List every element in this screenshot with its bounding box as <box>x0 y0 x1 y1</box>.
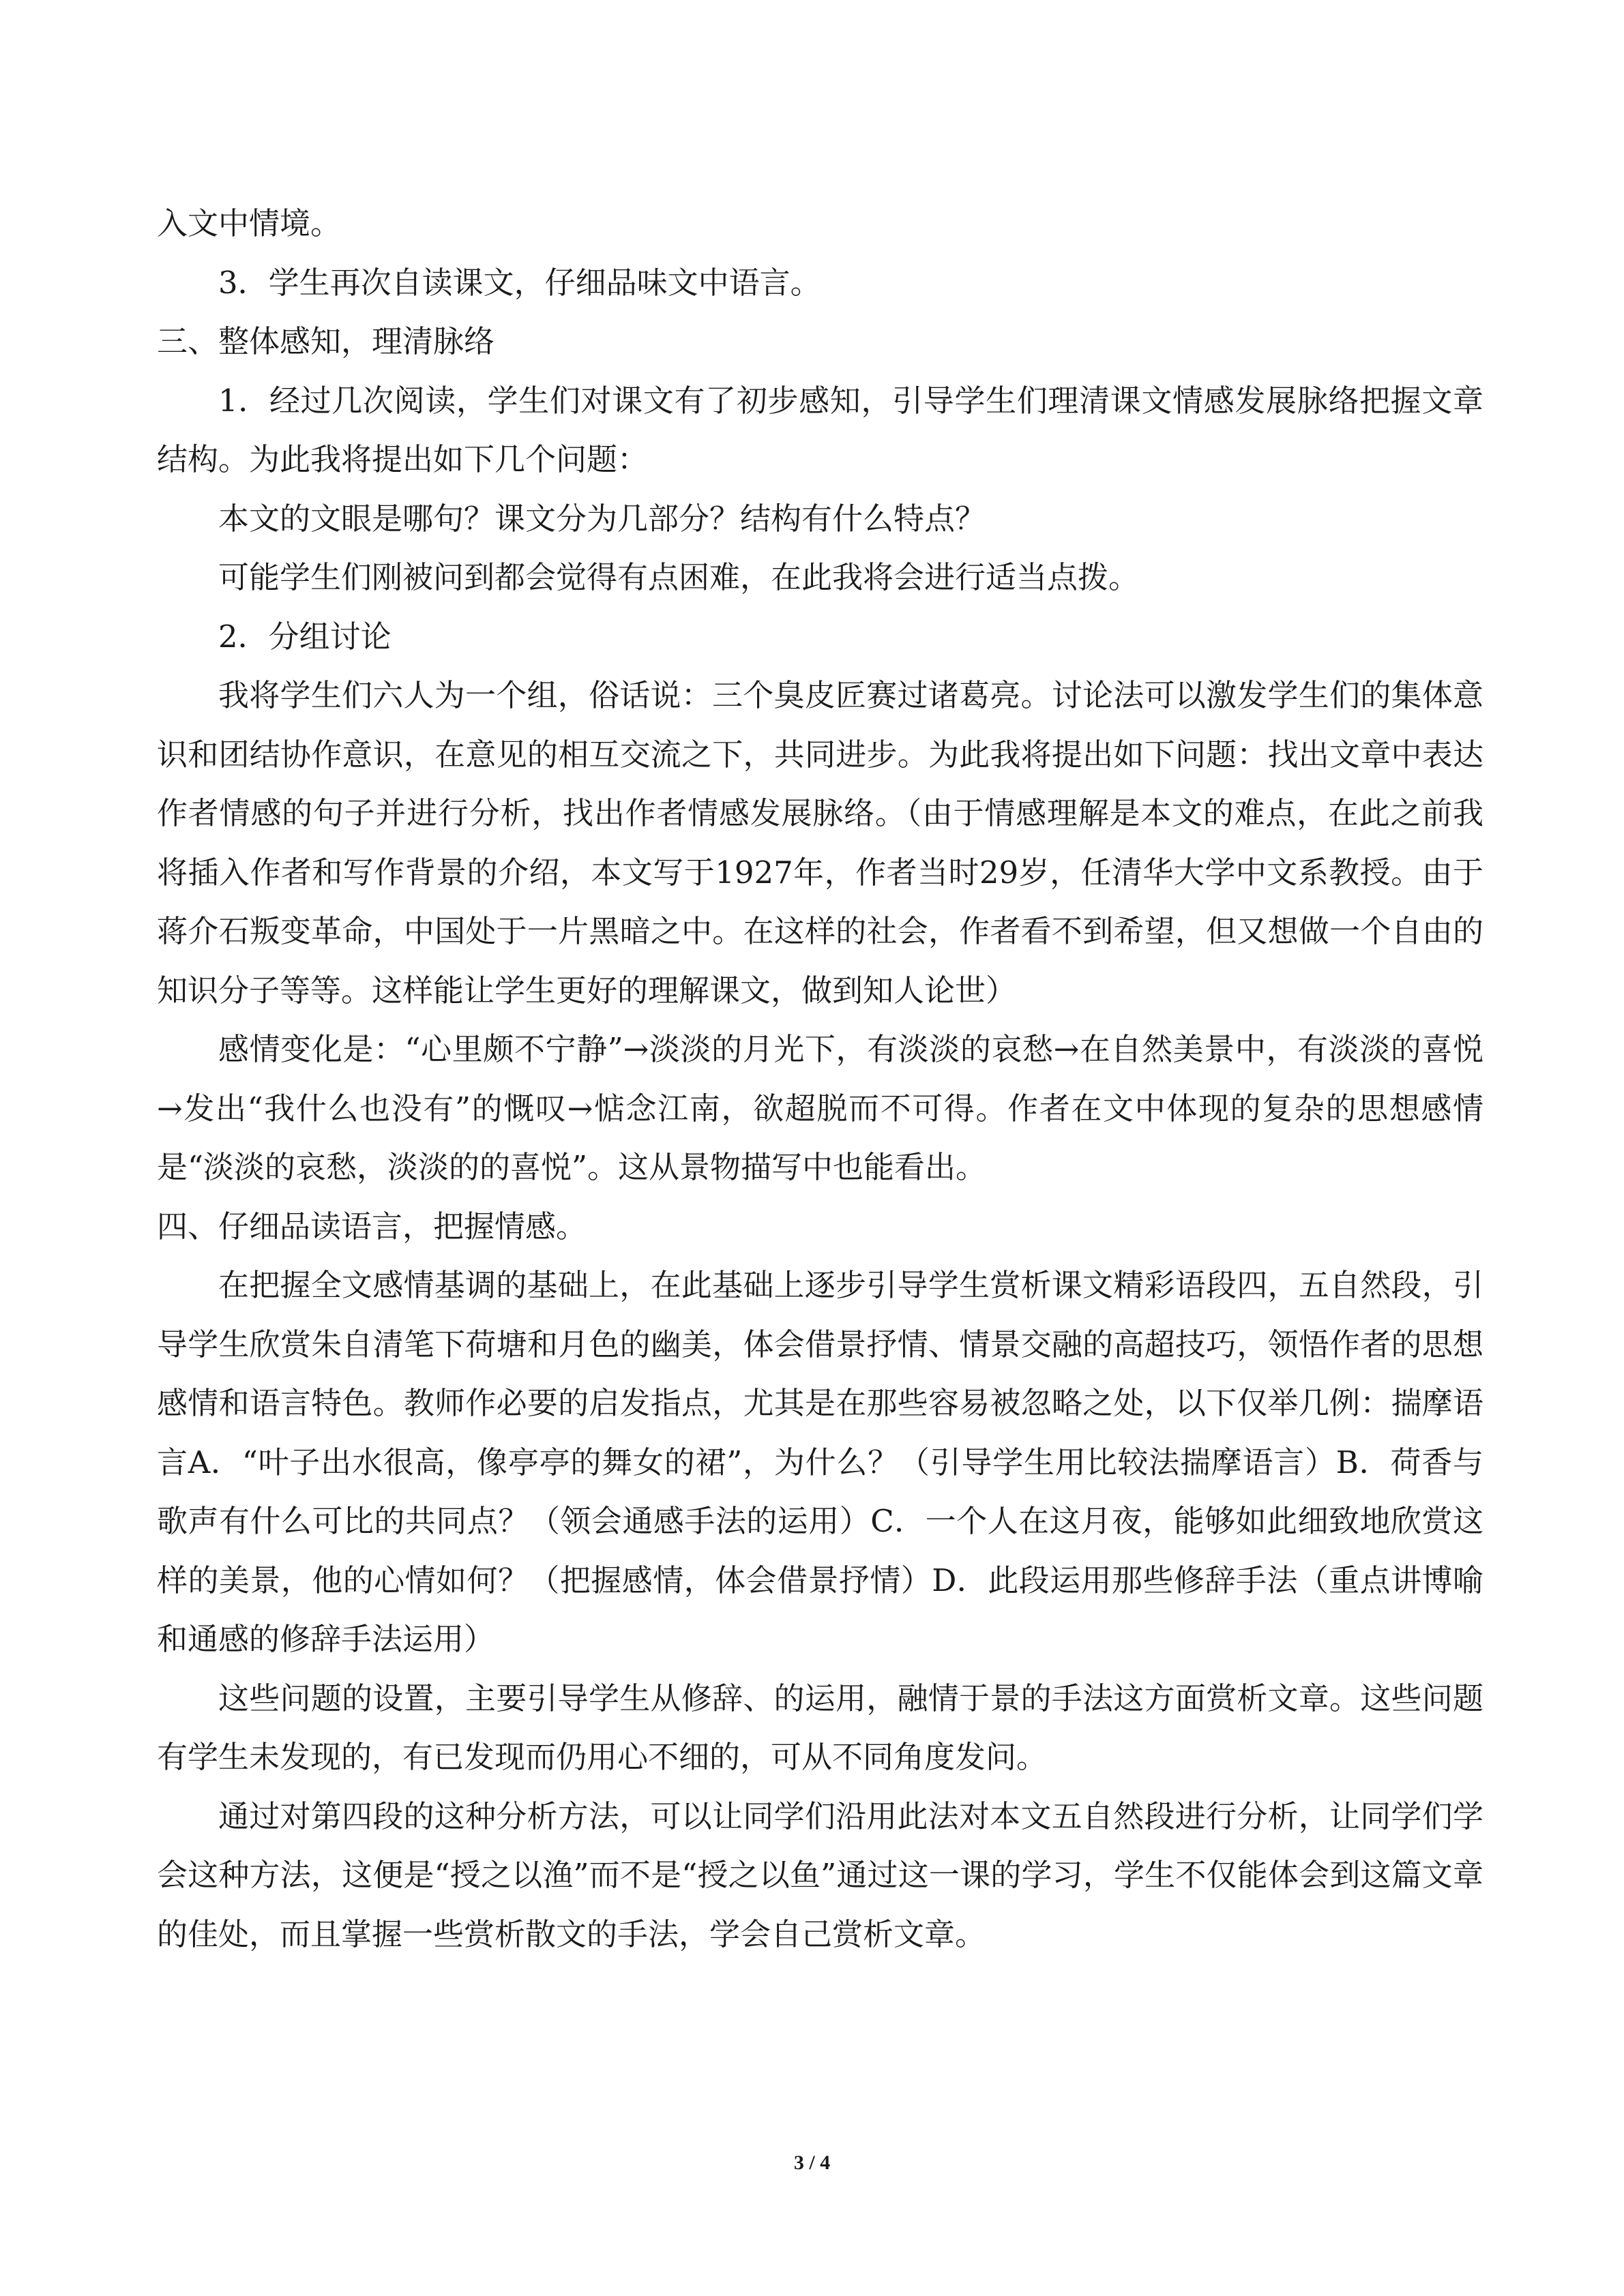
paragraph: 2．分组讨论 <box>218 618 392 655</box>
paragraph: 在把握全文感情基调的基础上，在此基础上逐步引导学生赏析课文精彩语段四，五自然段，引导学生欣赏朱自清笔下荷塘和月色的幽美，体会借景抒情、情景交融的高超技巧，领悟作者的思想感情和语言特色。教师作必要的启发指点，尤其是在那些容易被忽略之处，以下仅举几例：揣摩语言A．“叶子出水很高，像亭亭的舞女的裙”，为什么？（引导学生用比较法揣摩语言）B．荷香与歌声有什么可比的共同点？（领会通感手法的运用）C．一个人在这月夜，能够如此细致地欣赏这样的美景，他的心情如何？（把握感情，体会借景抒情）D．此段运用那些修辞手法（重点讲博喻和通感的修辞手法运用） <box>157 1267 1483 1657</box>
section-heading: 四、仔细品读语言，把握情感。 <box>157 1208 587 1244</box>
paragraph: 通过对第四段的这种分析方法，可以让同学们沿用此法对本文五自然段进行分析，让同学们学会这种方法，这便是“授之以渔”而不是“授之以鱼”通过这一课的学习，学生不仅能体会到这篇文章的佳处，而且掌握一些赏析散文的手法，学会自己赏析文章。 <box>157 1798 1483 1952</box>
paragraph: 3．学生再次自读课文，仔细品味文中语言。 <box>218 264 821 301</box>
paragraph: 1．经过几次阅读，学生们对课文有了初步感知，引导学生们理清课文情感发展脉络把握文章结构。为此我将提出如下几个问题： <box>157 382 1483 477</box>
paragraph: 入文中情境。 <box>157 205 342 241</box>
paragraph: 可能学生们刚被问到都会觉得有点困难，在此我将会进行适当点拨。 <box>218 559 1140 595</box>
document-body <box>157 194 1483 1964</box>
paragraph: 本文的文眼是哪句？课文分为几部分？结构有什么特点？ <box>218 500 986 537</box>
section-heading: 三、整体感知，理清脉络 <box>157 323 495 359</box>
page-number: 3 / 4 <box>793 2151 831 2174</box>
paragraph: 我将学生们六人为一个组，俗话说：三个臭皮匠赛过诸葛亮。讨论法可以激发学生们的集体意识和团结协作意识，在意见的相互交流之下，共同进步。为此我将提出如下问题：找出文章中表达作者情感的句子并进行分析，找出作者情感发展脉络。（由于情感理解是本文的难点，在此之前我将插入作者和写作背景的介绍，本文写于1927年，作者当时29岁，任清华大学中文系教授。由于蒋介石叛变革命，中国处于一片黑暗之中。在这样的社会，作者看不到希望，但又想做一个自由的知识分子等等。这样能让学生更好的理解课文，做到知人论世） <box>157 677 1483 1009</box>
paragraph: 感情变化是：“心里颇不宁静”→淡淡的月光下，有淡淡的哀愁→在自然美景中，有淡淡的喜悦→发出“我什么也没有”的慨叹→惦念江南，欲超脱而不可得。作者在文中体现的复杂的思想感情是“淡淡的哀愁，淡淡的的喜悦”。这从景物描写中也能看出。 <box>157 1031 1483 1185</box>
paragraph: 这些问题的设置，主要引导学生从修辞、的运用，融情于景的手法这方面赏析文章。这些问题有学生未发现的，有已发现而仍用心不细的，可从不同角度发问。 <box>157 1680 1483 1775</box>
